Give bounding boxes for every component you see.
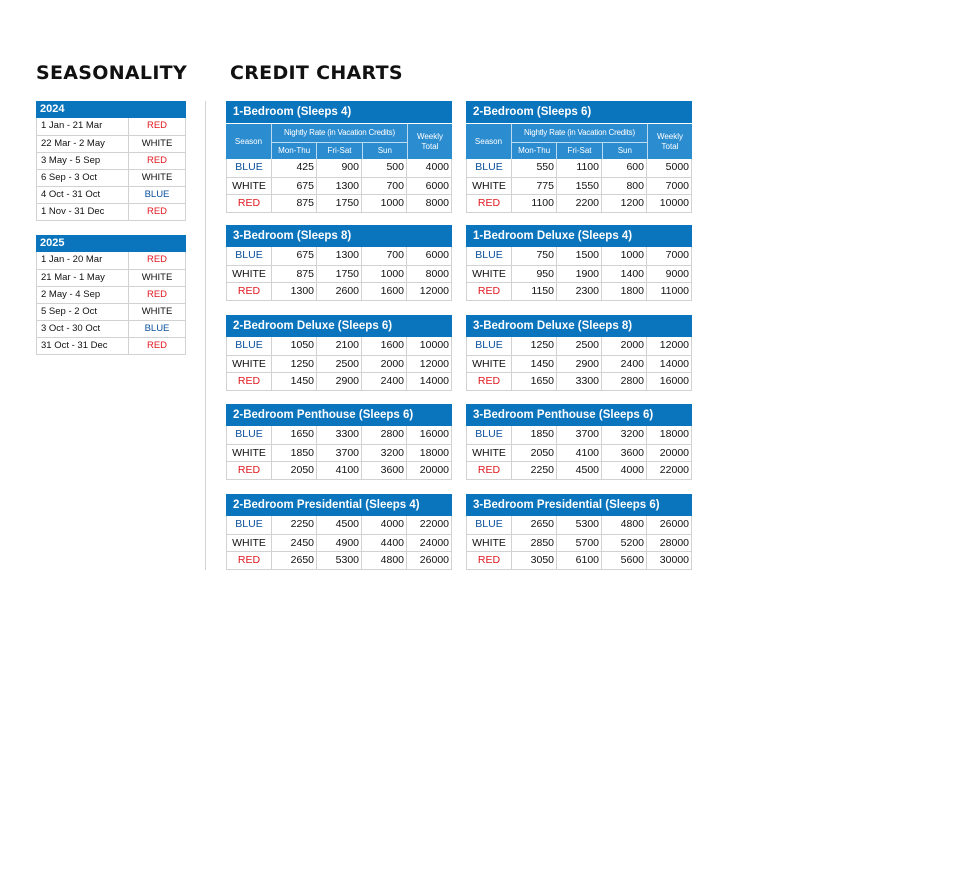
weekly-total-value: 7000 — [665, 179, 689, 192]
credit-row — [227, 372, 451, 390]
weekly-total-value: 22000 — [659, 464, 689, 477]
fri-sat-value: 1900 — [557, 266, 602, 283]
mon-thu-value: 1250 — [512, 337, 557, 355]
total-label: Total — [661, 141, 679, 151]
weekly-total-value: 6000 — [425, 249, 449, 261]
weekly-total-value: 26000 — [659, 518, 689, 530]
mon-thu-value: 1450 — [272, 373, 317, 390]
season-label: WHITE — [467, 445, 512, 462]
date-range: 2 May - 4 Sep — [37, 287, 129, 303]
season-label: BLUE — [227, 337, 272, 355]
credit-table-header — [226, 123, 452, 159]
mon-thu-value: 2650 — [512, 516, 557, 534]
fri-sat-value: 1550 — [557, 178, 602, 195]
sun-value: 1600 — [362, 283, 407, 300]
date-range: 21 Mar - 1 May — [37, 270, 129, 286]
season-label: RED — [467, 373, 512, 390]
mon-thu-value: 675 — [272, 178, 317, 195]
season-row — [37, 169, 185, 186]
weekly-total-value: 8000 — [425, 267, 449, 280]
season-label: BLUE — [227, 247, 272, 265]
season-code: RED — [146, 206, 168, 217]
season-label: RED — [227, 283, 272, 300]
fri-sat-value: 4900 — [317, 535, 362, 552]
fri-sat-value: 5300 — [557, 516, 602, 534]
credit-row — [467, 426, 691, 444]
credit-table-body — [466, 516, 692, 570]
credit-table-title: 3-Bedroom Deluxe (Sleeps 8) — [466, 315, 692, 337]
season-label: BLUE — [467, 516, 512, 534]
sun-value: 2800 — [362, 426, 407, 444]
season-label: RED — [227, 552, 272, 569]
weekly-total-value: 30000 — [659, 554, 689, 567]
nightly-rate-label: Nightly Rate (in Vacation Credits) — [272, 124, 407, 143]
season-label: BLUE — [467, 159, 512, 177]
mon-thu-value: 2450 — [272, 535, 317, 552]
credit-table-title: 1-Bedroom (Sleeps 4) — [226, 101, 452, 123]
credit-row — [467, 534, 691, 552]
credit-row — [467, 247, 691, 265]
season-row — [37, 303, 185, 320]
weekly-total-value: 4000 — [425, 161, 449, 173]
sun-header: Sun — [617, 146, 632, 155]
mon-thu-value: 1100 — [512, 195, 557, 212]
fri-sat-value: 3700 — [557, 426, 602, 444]
weekly-total-value: 14000 — [419, 375, 449, 388]
credit-table-title: 3-Bedroom Presidential (Sleeps 6) — [466, 494, 692, 516]
weekly-label: Weekly — [656, 131, 684, 141]
weekly-total-value: 16000 — [419, 428, 449, 440]
weekly-total-header — [648, 124, 692, 159]
season-code: RED — [146, 289, 168, 300]
credit-row — [227, 426, 451, 444]
weekly-total-value: 8000 — [425, 197, 449, 210]
fri-sat-value: 1500 — [557, 247, 602, 265]
nightly-rate-header — [512, 124, 648, 159]
season-code: WHITE — [141, 138, 173, 149]
weekly-total-value: 18000 — [659, 428, 689, 440]
credit-table — [466, 404, 692, 480]
credit-table-title: 3-Bedroom (Sleeps 8) — [226, 225, 452, 247]
weekly-total-value: 16000 — [659, 375, 689, 388]
fri-sat-value: 5300 — [317, 552, 362, 569]
season-code: RED — [146, 155, 168, 166]
mon-thu-value: 2850 — [512, 535, 557, 552]
fri-sat-value: 2200 — [557, 195, 602, 212]
credit-row — [227, 282, 451, 300]
credit-table-title: 1-Bedroom Deluxe (Sleeps 4) — [466, 225, 692, 247]
sun-value: 2400 — [362, 373, 407, 390]
weekly-total-value: 6000 — [425, 179, 449, 192]
fri-sat-value: 2300 — [557, 283, 602, 300]
fri-sat-header: Fri-Sat — [557, 143, 602, 159]
sun-value: 700 — [362, 178, 407, 195]
weekly-total-value: 20000 — [419, 464, 449, 477]
credit-row — [467, 159, 691, 177]
sun-value: 3200 — [362, 445, 407, 462]
sun-value: 4400 — [362, 535, 407, 552]
fri-sat-value: 2100 — [317, 337, 362, 355]
sun-value: 1000 — [362, 266, 407, 283]
credit-table-body — [226, 426, 452, 480]
sun-value: 4000 — [602, 462, 647, 479]
season-header-label: Season — [234, 137, 263, 146]
season-row — [37, 118, 185, 135]
season-label: RED — [467, 195, 512, 212]
sun-value: 700 — [362, 247, 407, 265]
mon-thu-value: 750 — [512, 247, 557, 265]
sun-value: 3200 — [602, 426, 647, 444]
mon-thu-value: 1650 — [512, 373, 557, 390]
credit-table — [466, 101, 692, 213]
mon-thu-value: 2250 — [512, 462, 557, 479]
sun-value: 2000 — [362, 356, 407, 373]
credit-table — [466, 225, 692, 301]
credit-table-title: 3-Bedroom Penthouse (Sleeps 6) — [466, 404, 692, 426]
date-range: 1 Jan - 21 Mar — [37, 118, 129, 135]
mon-thu-header: Mon-Thu — [272, 143, 317, 159]
sun-value: 5600 — [602, 552, 647, 569]
season-label: WHITE — [227, 445, 272, 462]
season-year: 2025 — [36, 235, 186, 252]
season-column-header — [226, 124, 272, 159]
season-label: BLUE — [227, 159, 272, 177]
credit-table — [226, 404, 452, 480]
season-row — [37, 186, 185, 203]
weekly-total-value: 20000 — [659, 446, 689, 459]
credit-table — [226, 225, 452, 301]
fri-sat-value: 2900 — [317, 373, 362, 390]
season-label: WHITE — [467, 535, 512, 552]
credit-table-title: 2-Bedroom Presidential (Sleeps 4) — [226, 494, 452, 516]
seasonality-heading: SEASONALITY — [36, 62, 188, 84]
credit-charts-heading: CREDIT CHARTS — [230, 62, 403, 84]
weekly-total-value: 9000 — [665, 267, 689, 280]
date-range: 5 Sep - 2 Oct — [37, 304, 129, 320]
mon-thu-value: 1650 — [272, 426, 317, 444]
date-range: 1 Jan - 20 Mar — [37, 252, 129, 269]
fri-sat-value: 4500 — [557, 462, 602, 479]
weekly-total-header — [408, 124, 452, 159]
sun-value: 2400 — [602, 356, 647, 373]
sun-value: 1000 — [602, 247, 647, 265]
season-table-2025 — [36, 235, 186, 355]
sun-value: 3600 — [602, 445, 647, 462]
credit-row — [467, 177, 691, 195]
season-label: WHITE — [227, 535, 272, 552]
season-code: RED — [146, 120, 168, 131]
fri-sat-value: 3300 — [557, 373, 602, 390]
nightly-rate-header — [272, 124, 408, 159]
date-range: 1 Nov - 31 Dec — [37, 204, 129, 220]
weekly-total-value: 5000 — [665, 161, 689, 173]
mon-thu-value: 1050 — [272, 337, 317, 355]
fri-sat-value: 4100 — [317, 462, 362, 479]
mon-thu-value: 1850 — [272, 445, 317, 462]
fri-sat-value: 2500 — [557, 337, 602, 355]
weekly-total-value: 11000 — [660, 285, 689, 298]
fri-sat-value: 2600 — [317, 283, 362, 300]
credit-table-body — [226, 337, 452, 391]
mon-thu-value: 1450 — [512, 356, 557, 373]
season-label: BLUE — [467, 337, 512, 355]
credit-table-body — [226, 247, 452, 301]
credit-table-body — [466, 159, 692, 213]
sun-value: 5200 — [602, 535, 647, 552]
credit-row — [227, 534, 451, 552]
credit-table — [466, 494, 692, 570]
sun-value: 2800 — [602, 373, 647, 390]
fri-sat-value: 1750 — [317, 266, 362, 283]
section-divider — [205, 101, 206, 570]
mon-thu-value: 2050 — [272, 462, 317, 479]
credit-row — [227, 444, 451, 462]
sun-value: 1400 — [602, 266, 647, 283]
season-label: WHITE — [467, 178, 512, 195]
weekly-total-value: 14000 — [659, 357, 689, 370]
credit-table — [466, 315, 692, 391]
season-code: BLUE — [144, 189, 170, 200]
fri-sat-value: 1300 — [317, 178, 362, 195]
credit-row — [467, 282, 691, 300]
mon-thu-value: 2250 — [272, 516, 317, 534]
credit-table — [226, 315, 452, 391]
weekly-total-value: 12000 — [659, 339, 689, 351]
weekly-total-value: 26000 — [419, 554, 449, 567]
season-label: WHITE — [467, 266, 512, 283]
season-label: BLUE — [227, 516, 272, 534]
sun-value: 1200 — [602, 195, 647, 212]
mon-thu-value: 950 — [512, 266, 557, 283]
season-label: WHITE — [227, 356, 272, 373]
season-code: WHITE — [141, 306, 173, 317]
season-row — [37, 135, 185, 152]
fri-sat-value: 3300 — [317, 426, 362, 444]
date-range: 31 Oct - 31 Dec — [37, 338, 129, 354]
weekly-total-value: 10000 — [659, 197, 689, 210]
credit-row — [227, 194, 451, 212]
fri-sat-value: 1300 — [317, 247, 362, 265]
season-row — [37, 286, 185, 303]
season-row — [37, 337, 185, 354]
season-label: BLUE — [227, 426, 272, 444]
credit-row — [227, 355, 451, 373]
season-label: WHITE — [467, 356, 512, 373]
sun-value: 4800 — [362, 552, 407, 569]
fri-sat-value: 900 — [317, 159, 362, 177]
credit-row — [227, 461, 451, 479]
credit-row — [227, 516, 451, 534]
fri-sat-value: 1750 — [317, 195, 362, 212]
weekly-total-value: 24000 — [419, 536, 449, 549]
weekly-label: Weekly — [416, 131, 444, 141]
credit-table-body — [466, 337, 692, 391]
credit-row — [467, 194, 691, 212]
fri-sat-value: 5700 — [557, 535, 602, 552]
date-range: 4 Oct - 31 Oct — [37, 187, 129, 203]
credit-table-body — [226, 159, 452, 213]
credit-row — [467, 355, 691, 373]
season-row — [37, 320, 185, 337]
mon-thu-value: 1850 — [512, 426, 557, 444]
season-label: RED — [467, 283, 512, 300]
sun-value: 600 — [602, 159, 647, 177]
credit-table-body — [226, 516, 452, 570]
credit-table-title: 2-Bedroom Penthouse (Sleeps 6) — [226, 404, 452, 426]
sun-value: 3600 — [362, 462, 407, 479]
season-label: RED — [227, 373, 272, 390]
sun-value: 4000 — [362, 516, 407, 534]
weekly-total-value: 12000 — [419, 285, 449, 298]
season-label: RED — [227, 462, 272, 479]
season-label: WHITE — [227, 178, 272, 195]
mon-thu-value: 3050 — [512, 552, 557, 569]
season-label: RED — [467, 552, 512, 569]
credit-row — [467, 265, 691, 283]
sun-header: Sun — [377, 146, 392, 155]
season-code: WHITE — [141, 172, 173, 183]
weekly-total-value: 12000 — [419, 357, 449, 370]
fri-sat-value: 4500 — [317, 516, 362, 534]
credit-table — [226, 101, 452, 213]
mon-thu-value: 425 — [272, 159, 317, 177]
season-row — [37, 152, 185, 169]
season-code: WHITE — [141, 272, 173, 283]
credit-table-title: 2-Bedroom Deluxe (Sleeps 6) — [226, 315, 452, 337]
sun-value: 1800 — [602, 283, 647, 300]
season-code: RED — [146, 340, 168, 351]
credit-row — [227, 159, 451, 177]
credit-row — [467, 461, 691, 479]
credit-table-body — [466, 426, 692, 480]
credit-row — [227, 337, 451, 355]
credit-row — [227, 247, 451, 265]
credit-row — [467, 551, 691, 569]
season-year: 2024 — [36, 101, 186, 118]
mon-thu-value: 2050 — [512, 445, 557, 462]
mon-thu-value: 550 — [512, 159, 557, 177]
mon-thu-value: 775 — [512, 178, 557, 195]
mon-thu-value: 1150 — [512, 283, 557, 300]
fri-sat-value: 2500 — [317, 356, 362, 373]
season-code: BLUE — [144, 323, 170, 334]
fri-sat-value: 6100 — [557, 552, 602, 569]
credit-row — [467, 516, 691, 534]
weekly-total-value: 28000 — [659, 536, 689, 549]
weekly-total-value: 10000 — [419, 339, 449, 351]
fri-sat-header: Fri-Sat — [317, 143, 362, 159]
season-row — [37, 203, 185, 220]
date-range: 22 Mar - 2 May — [37, 136, 129, 152]
date-range: 3 May - 5 Sep — [37, 153, 129, 169]
credit-row — [227, 177, 451, 195]
credit-table-body — [466, 247, 692, 301]
date-range: 6 Sep - 3 Oct — [37, 170, 129, 186]
mon-thu-value: 2650 — [272, 552, 317, 569]
weekly-total-value: 22000 — [419, 518, 449, 530]
total-label: Total — [421, 141, 439, 151]
season-label: BLUE — [467, 426, 512, 444]
season-label: RED — [227, 195, 272, 212]
season-label: RED — [467, 462, 512, 479]
season-row — [37, 269, 185, 286]
sun-value: 800 — [602, 178, 647, 195]
fri-sat-value: 2900 — [557, 356, 602, 373]
season-column-header — [466, 124, 512, 159]
credit-row — [227, 265, 451, 283]
mon-thu-value: 1300 — [272, 283, 317, 300]
season-row — [37, 252, 185, 269]
fri-sat-value: 4100 — [557, 445, 602, 462]
credit-row — [467, 337, 691, 355]
credit-table-title: 2-Bedroom (Sleeps 6) — [466, 101, 692, 123]
sun-value: 1600 — [362, 337, 407, 355]
credit-table-header — [466, 123, 692, 159]
sun-value: 500 — [362, 159, 407, 177]
fri-sat-value: 3700 — [317, 445, 362, 462]
season-code: RED — [146, 254, 168, 265]
mon-thu-value: 875 — [272, 195, 317, 212]
season-header-label: Season — [474, 137, 503, 146]
weekly-total-value: 18000 — [419, 446, 449, 459]
season-table-2024 — [36, 101, 186, 221]
credit-row — [467, 444, 691, 462]
season-label: BLUE — [467, 247, 512, 265]
fri-sat-value: 1100 — [557, 159, 602, 177]
mon-thu-value: 675 — [272, 247, 317, 265]
weekly-total-value: 7000 — [665, 249, 689, 261]
sun-value: 4800 — [602, 516, 647, 534]
sun-value: 2000 — [602, 337, 647, 355]
mon-thu-value: 875 — [272, 266, 317, 283]
credit-table — [226, 494, 452, 570]
mon-thu-value: 1250 — [272, 356, 317, 373]
credit-row — [467, 372, 691, 390]
credit-row — [227, 551, 451, 569]
sun-value: 1000 — [362, 195, 407, 212]
nightly-rate-label: Nightly Rate (in Vacation Credits) — [512, 124, 647, 143]
mon-thu-header: Mon-Thu — [512, 143, 557, 159]
season-label: WHITE — [227, 266, 272, 283]
date-range: 3 Oct - 30 Oct — [37, 321, 129, 337]
